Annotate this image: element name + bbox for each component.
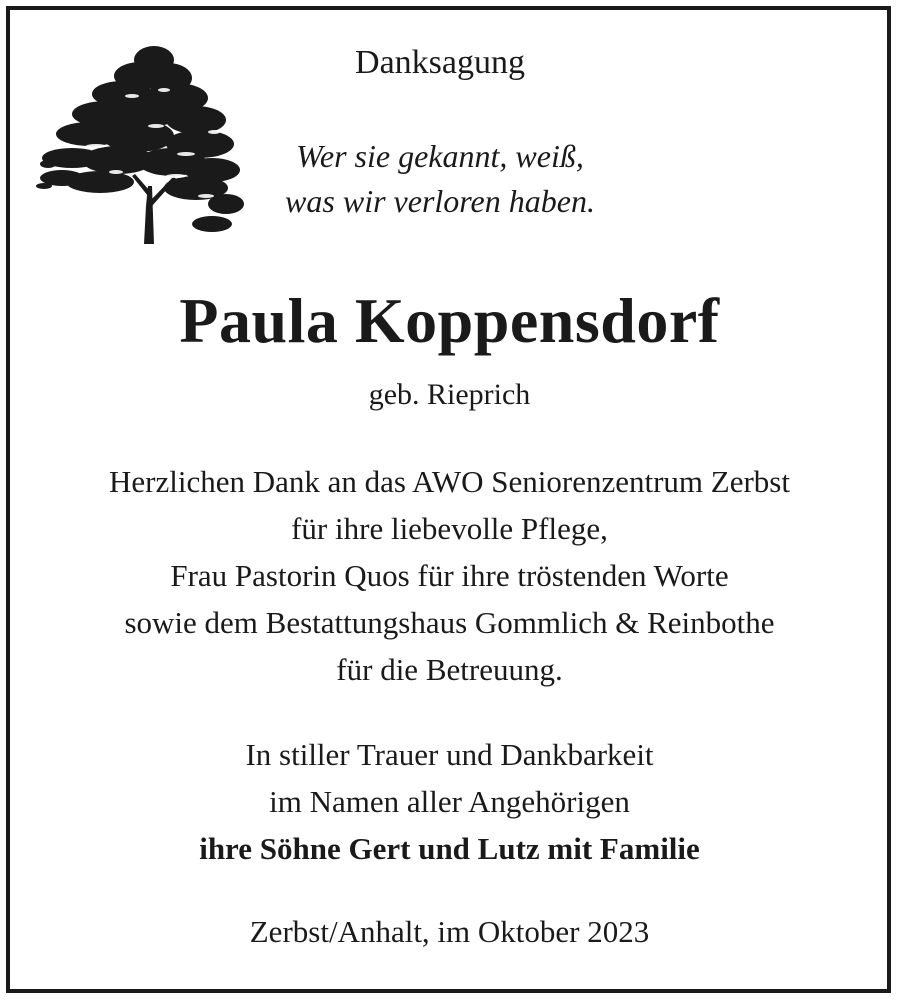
thanks-line-5: für die Betreuung. [336, 652, 563, 687]
signature-line-2: im Namen aller Angehörigen [269, 784, 630, 819]
deceased-name: Paula Koppensdorf [179, 285, 720, 356]
signature-line-1: In stiller Trauer und Dankbarkeit [245, 737, 654, 772]
tree-icon [36, 36, 248, 248]
thanks-line-4: sowie dem Bestattungshaus Gommlich & Reinbothe [124, 605, 775, 640]
thanks-line-1: Herzlichen Dank an das AWO Seniorenzentrum Zerbst [108, 464, 790, 499]
thanks-line-2: für ihre liebevolle Pflege, [291, 511, 608, 546]
signature-family: ihre Söhne Gert und Lutz mit Familie [199, 831, 700, 866]
thanks-line-3: Frau Pastorin Quos für ihre tröstenden Worte [170, 558, 729, 593]
place-date: Zerbst/Anhalt, im Oktober 2023 [249, 914, 650, 949]
birth-name: geb. Rieprich [368, 378, 531, 411]
